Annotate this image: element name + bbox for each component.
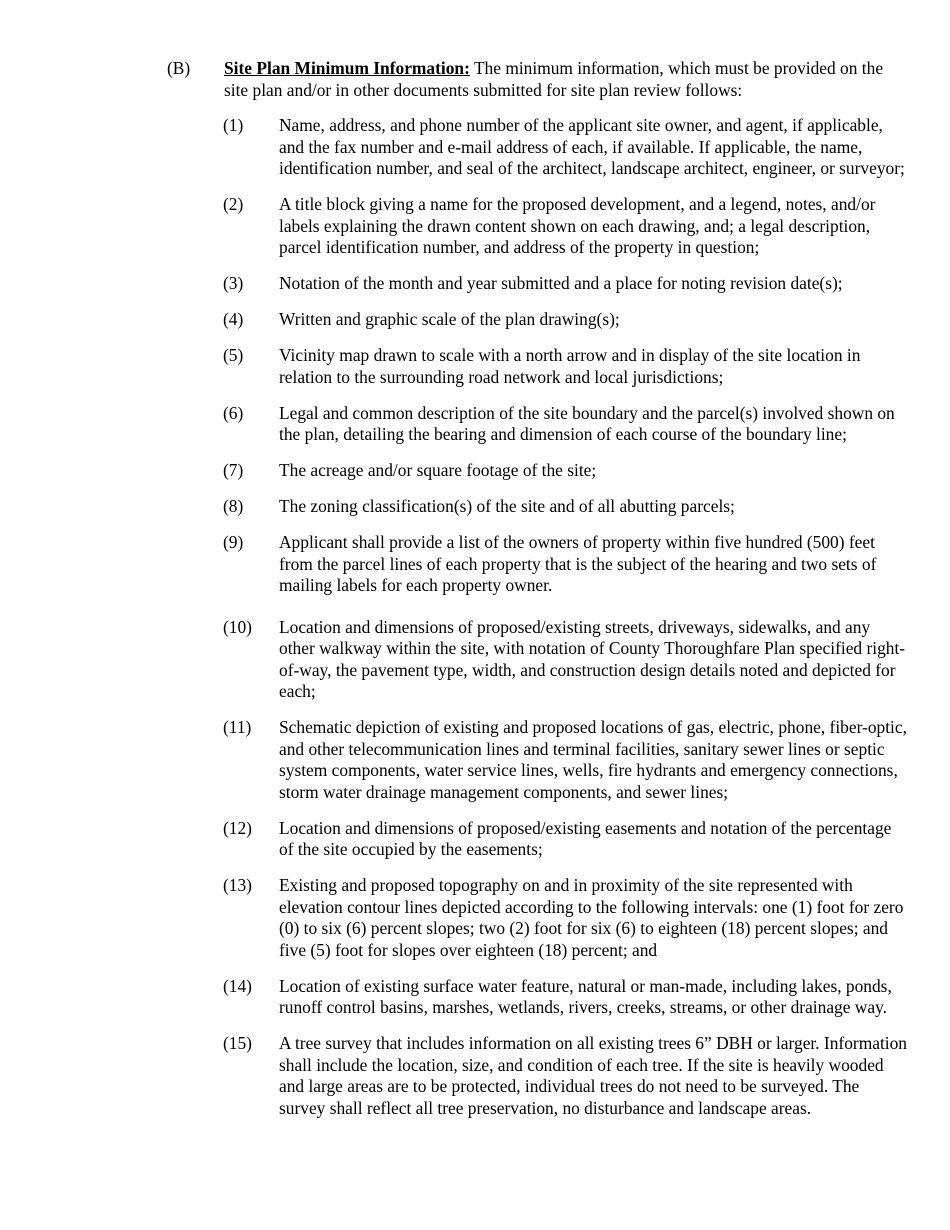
- list-item: [223, 1033, 907, 1119]
- item-text: Applicant shall provide a list of the owners of property within five hundred (500) feet from the parcel lines of each property that is the subject of the hearing and two sets of mailing labels for each property owner.: [279, 532, 877, 595]
- item-number: (12): [223, 817, 252, 838]
- item-text: The acreage and/or square footage of the site;: [279, 460, 597, 480]
- list-item: [223, 273, 907, 295]
- list-item: [223, 403, 907, 446]
- requirements-list: [167, 115, 907, 1119]
- item-number: (7): [223, 460, 244, 480]
- item-number: (1): [223, 115, 244, 135]
- item-number: (13): [223, 875, 252, 895]
- item-number: (5): [223, 345, 244, 365]
- section-intro: The minimum information, which must be provided on the site plan and/or in other documents submitted for site plan review follows:: [224, 58, 884, 100]
- item-number: (11): [223, 717, 252, 737]
- list-item: [223, 617, 907, 703]
- item-text: The zoning classification(s) of the site and of all abutting parcels;: [279, 496, 735, 516]
- item-number: (15): [223, 1033, 252, 1053]
- list-item: [223, 345, 907, 388]
- item-number: (9): [223, 532, 244, 552]
- item-number: (8): [223, 496, 244, 516]
- list-item: [223, 976, 907, 1019]
- list-item: [223, 115, 907, 180]
- item-text: Location and dimensions of proposed/existing easements and notation of the percentage of the site occupied by the easements;: [279, 817, 892, 859]
- item-text: Written and graphic scale of the plan drawing(s);: [279, 309, 620, 329]
- section-b: [167, 58, 907, 1134]
- item-text: Name, address, and phone number of the applicant site owner, and agent, if applicable, and the fax number and e-mail address of each, if available. If applicable, the name, identification number, and seal of the architect, landscape architect, engineer, or surveyor;: [279, 115, 905, 178]
- list-item: [223, 460, 907, 482]
- item-text: Location of existing surface water feature, natural or man-made, including lakes, ponds, runoff control basins, marshes, wetlands, rivers, creeks, streams, or other drainage way.: [279, 975, 892, 1017]
- list-item: [223, 875, 907, 961]
- item-text: Legal and common description of the site boundary and the parcel(s) involved shown on the plan, detailing the bearing and dimension of each course of the boundary line;: [279, 402, 895, 444]
- list-item: [223, 532, 907, 597]
- item-number: (6): [223, 402, 244, 423]
- item-number: (14): [223, 975, 252, 996]
- item-text: Location and dimensions of proposed/existing streets, driveways, sidewalks, and any other walkway within the site, with notation of County Thoroughfare Plan specified right-of-way, the pavement type, width, and construction design details noted and depicted for each;: [279, 616, 906, 701]
- item-text: A title block giving a name for the proposed development, and a legend, notes, and/or labels explaining the drawn content shown on each drawing, and; a legal description, parcel identification number, and address of the property in question;: [279, 194, 876, 257]
- list-item: [223, 194, 907, 259]
- section-letter: (B): [167, 58, 191, 78]
- item-number: (2): [223, 194, 244, 214]
- list-item: [223, 717, 907, 803]
- item-text: Schematic depiction of existing and proposed locations of gas, electric, phone, fiber-optic, and other telecommunication lines and terminal facilities, sanitary sewer lines or septic system components, water service lines, wells, fire hydrants and emergency connections, storm water drainage management components, and sewer lines;: [279, 717, 907, 802]
- list-item: [223, 309, 907, 331]
- item-number: (3): [223, 273, 244, 293]
- item-text: Notation of the month and year submitted and a place for noting revision date(s);: [279, 273, 843, 293]
- section-title: Site Plan Minimum Information:: [224, 58, 470, 78]
- list-item: [223, 496, 907, 518]
- list-item: [223, 818, 907, 861]
- item-number: (10): [223, 616, 252, 637]
- item-text: Existing and proposed topography on and in proximity of the site represented with elevation contour lines depicted according to the following intervals: one (1) foot for zero (0) to six (6) percent slopes; two (2) foot for six (6) to eighteen (18) percent slopes; and five (5) foot for slopes over eighteen (18) percent; and: [279, 875, 904, 960]
- item-number: (4): [223, 309, 244, 329]
- section-heading: [167, 58, 907, 101]
- item-text: Vicinity map drawn to scale with a north arrow and in display of the site location in relation to the surrounding road network and local jurisdictions;: [279, 345, 861, 387]
- item-text: A tree survey that includes information on all existing trees 6” DBH or larger. Information shall include the location, size, and condition of each tree. If the site is heavily wooded and large areas are to be protected, individual trees do not need to be surveyed. The survey shall reflect all tree preservation, no disturbance and landscape areas.: [279, 1033, 907, 1118]
